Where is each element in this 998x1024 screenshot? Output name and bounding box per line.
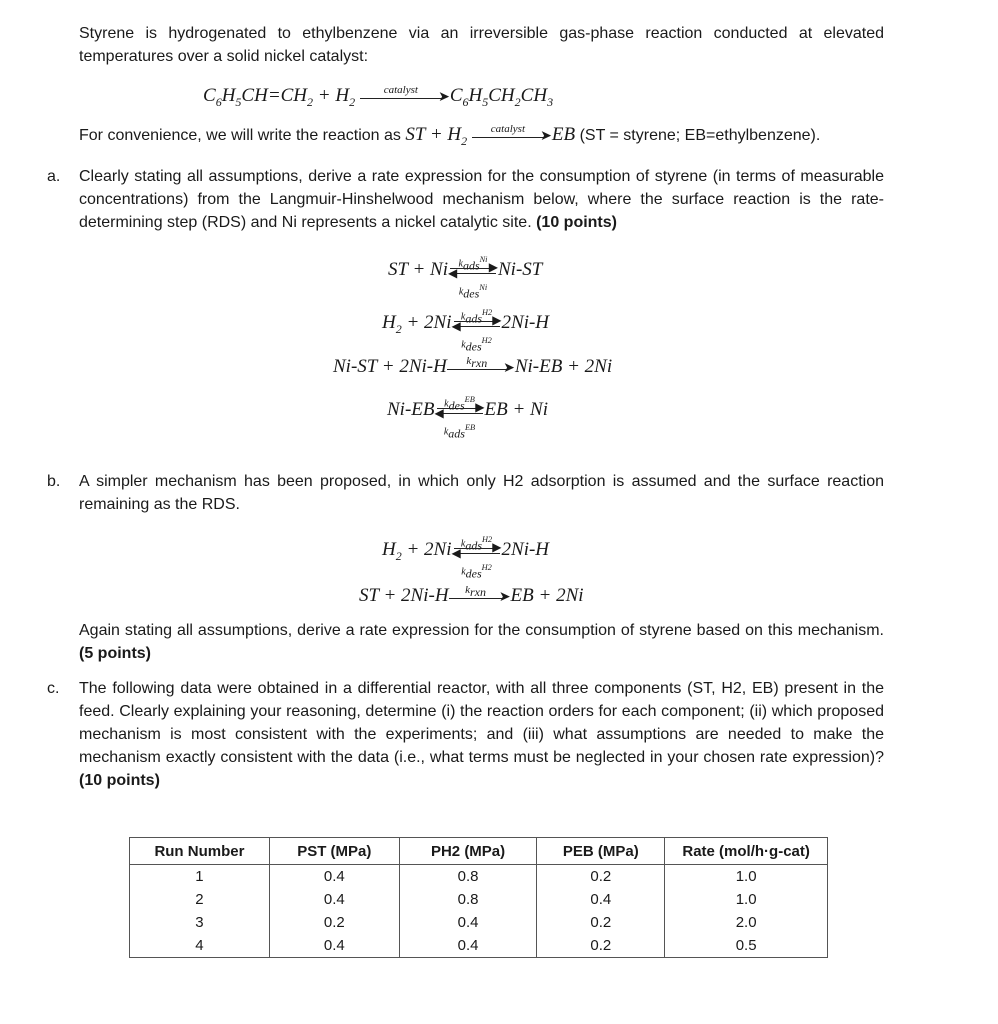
table-cell: 4 [130, 934, 270, 958]
header-peb: PEB (MPa) [537, 838, 665, 865]
table-cell: 0.2 [537, 865, 665, 889]
table-cell: 3 [130, 911, 270, 934]
data-table [129, 837, 828, 958]
table-cell: 0.4 [269, 934, 399, 958]
mech-a-step-1: ST + Ni $k_{ads}^{Ni}$ ▶ ◀ $k_{des}^{Ni}$ Ni-ST [388, 254, 543, 300]
table-row [130, 911, 828, 934]
table-cell: 0.8 [399, 888, 537, 911]
header-pst: PST (MPa) [269, 838, 399, 865]
part-b-paragraph: A simpler mechanism has been proposed, in which only H2 adsorption is assumed and the surface reaction remaining as the RDS. [79, 473, 884, 513]
table-cell: 0.2 [537, 934, 665, 958]
table-cell: 0.4 [399, 934, 537, 958]
mech-a-step-4: Ni-EB $k_{des}^{EB}$ ▶ ◀ $k_{ads}^{EB}$ EB + Ni [387, 394, 548, 440]
part-c-paragraph: The following data were obtained in a differential reactor, with all three components (ST, H2, EB) present in the feed. Clearly explaining your reasoning, determine (i) the reaction orders for each component; (ii) which proposed mechanism is most consistent with the experiments; and (iii) what assumptions are needed to make the mechanism exactly consistent with the data (i.e., what terms must be neglected in your chosen rate expression)? (10 points) [79, 680, 884, 789]
convenience-line: For convenience, we will write the reaction as ST + $H_2$ catalyst ➤ EB (ST = styrene; EB=ethylbenzene). [79, 122, 821, 148]
table-cell: 0.4 [269, 865, 399, 889]
mech-a-step-2: $H_2 + 2Ni$ $k_{ads}^{H2}$ ▶ ◀ $k_{des}^{H2}$ 2Ni-H [382, 307, 550, 353]
intro-paragraph: Styrene is hydrogenated to ethylbenzene via an irreversible gas-phase reaction conducted at elevated temperatures over a solid nickel catalyst: [79, 25, 884, 65]
table-cell: 1 [130, 865, 270, 889]
catalyst-arrow: catalyst ➤ [360, 87, 450, 107]
table-row [130, 888, 828, 911]
table-cell: 2 [130, 888, 270, 911]
mech-b-step-2: ST + 2Ni-H $k_{rxn}$ ➤ EB + 2Ni [359, 583, 584, 606]
table-cell: 0.2 [269, 911, 399, 934]
mech-a-step-3: Ni-ST + 2Ni-H $k_{rxn}$ ➤ Ni-EB + 2Ni [333, 354, 613, 377]
table-cell: 0.4 [537, 888, 665, 911]
catalyst-arrow-short: catalyst ➤ [472, 126, 552, 146]
table-cell: 0.4 [269, 888, 399, 911]
table-cell: 1.0 [665, 888, 828, 911]
table-cell: 1.0 [665, 865, 828, 889]
mech-b-step-1: $H_2 + 2Ni$ $k_{ads}^{H2}$ ▶ ◀ $k_{des}^{H2}$ 2Ni-H [382, 534, 550, 580]
table-row [130, 865, 828, 889]
part-b-label: b. [47, 473, 61, 490]
part-c-label: c. [47, 680, 60, 697]
part-b-followup: Again stating all assumptions, derive a rate expression for the consumption of styrene based on this mechanism. (5 points) [79, 622, 884, 662]
table-cell: 0.4 [399, 911, 537, 934]
header-rate: Rate (mol/h·g-cat) [665, 838, 828, 865]
table-cell: 0.8 [399, 865, 537, 889]
header-run-number: Run Number [130, 838, 270, 865]
table-row [130, 934, 828, 958]
table-header-row [130, 838, 828, 865]
table-cell: 0.5 [665, 934, 828, 958]
part-a-paragraph: Clearly stating all assumptions, derive a rate expression for the consumption of styrene (in terms of measurable concentrations) from the Langmuir-Hinshelwood mechanism below, where the surface reaction is the rate-determining step (RDS) and Ni represents a nickel catalytic site. (10 points) [79, 168, 884, 231]
main-reaction-equation: $C_6H_5CH=CH_2 + H_2$ catalyst ➤ $C_6H_5CH_2CH_3$ [203, 83, 554, 109]
table-cell: 2.0 [665, 911, 828, 934]
table-cell: 0.2 [537, 911, 665, 934]
part-a-label: a. [47, 168, 61, 185]
header-ph2: PH2 (MPa) [399, 838, 537, 865]
